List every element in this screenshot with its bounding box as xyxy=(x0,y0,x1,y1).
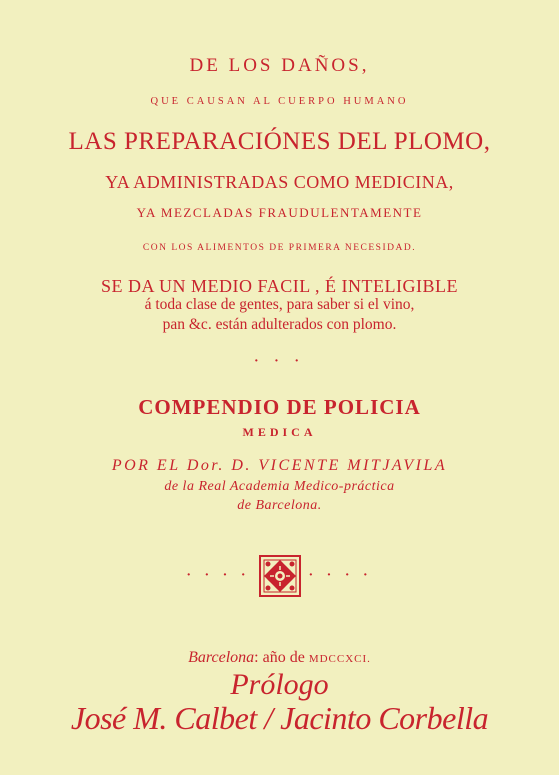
ornament-dots-right: · · · · xyxy=(308,568,373,583)
imprint-year: MDCCXCI. xyxy=(308,653,371,665)
fleuron-ornament-icon xyxy=(259,555,301,597)
city-line: de Barcelona. xyxy=(237,498,322,513)
title-line-preparaciones: LAS PREPARACIÓNES DEL PLOMO, xyxy=(68,128,491,155)
medica-subheading: MEDICA xyxy=(242,425,317,439)
compendio-heading: COMPENDIO DE POLICIA xyxy=(138,395,421,419)
imprint-line xyxy=(0,650,559,666)
printers-ornament-row xyxy=(0,551,559,601)
title-line-toda-clase: á toda clase de gentes, para saber si el vino, xyxy=(144,296,415,313)
prologo-heading: Prólogo xyxy=(230,668,329,701)
title-line-alimentos: CON LOS ALIMENTOS DE PRIMERA NECESIDAD. xyxy=(142,243,417,253)
title-line-mezcladas: YA MEZCLADAS FRAUDULENTAMENTE xyxy=(136,205,423,220)
imprint-text: : año de xyxy=(254,649,305,666)
academy-line: de la Real Academia Medico-práctica xyxy=(164,479,395,494)
title-line-que-causan: QUE CAUSAN AL CUERPO HUMANO xyxy=(150,96,409,107)
ornament-dots-left: · · · · xyxy=(186,568,251,583)
title-line-adulterados: pan &c. están adulterados con plomo. xyxy=(162,316,397,333)
separator-dots: · · · xyxy=(253,354,305,369)
title-line-medio-facil: SE DA UN MEDIO FACIL , É INTELIGIBLE xyxy=(101,276,458,296)
title-line-de-los-danos: DE LOS DAÑOS, xyxy=(189,55,370,76)
imprint-place: Barcelona xyxy=(188,649,255,666)
title-line-administradas: YA ADMINISTRADAS COMO MEDICINA, xyxy=(105,172,454,192)
author-line: POR EL Dor. D. VICENTE MITJAVILA xyxy=(111,457,448,474)
prologo-authors: José M. Calbet / Jacinto Corbella xyxy=(70,700,489,736)
